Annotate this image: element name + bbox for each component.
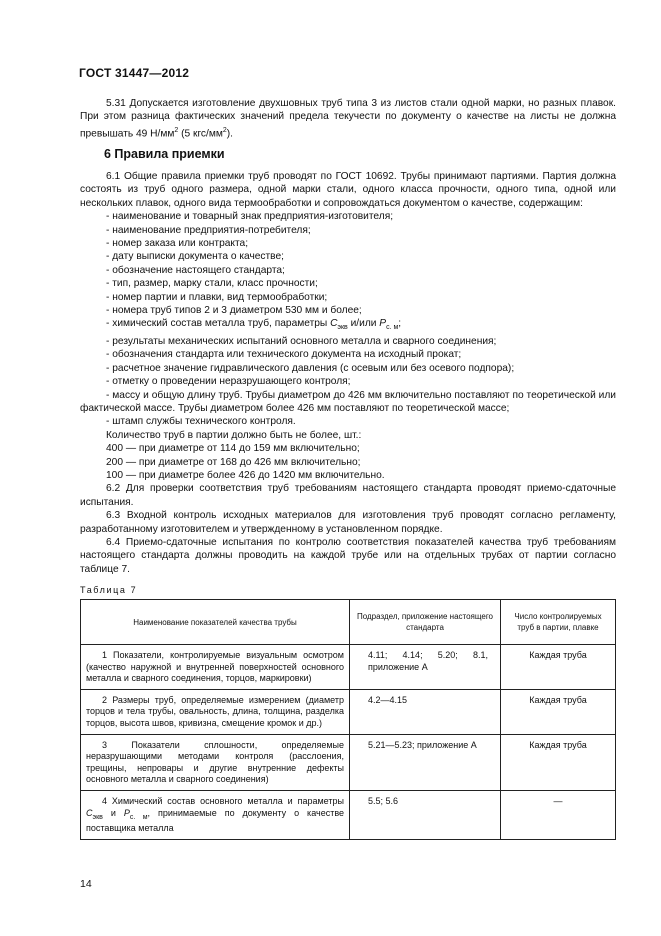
section-6-body xyxy=(80,170,616,576)
list-item: - обозначение настоящего стандарта; xyxy=(106,264,285,276)
list-item: - отметку о проведении неразрушающего контроля; xyxy=(106,376,351,388)
column-header: Подраздел, приложение настоящего стандарта xyxy=(350,600,501,645)
list-item: - наименование предприятия-потребителя; xyxy=(106,224,311,236)
list-item: - штамп службы технического контроля. xyxy=(106,416,296,428)
table-cell: 4.11; 4.14; 5.20; 8.1, приложение А xyxy=(350,645,501,690)
table-cell: 4 Химический состав основного металла и параметры $C_{экв}$ и $P_{с. м}$, принимаемые по документу о качестве поставщика металла xyxy=(81,790,350,839)
quantity-line: 400 — при диаметре от 114 до 159 мм включительно; xyxy=(106,443,360,455)
page-number: 14 xyxy=(80,878,92,890)
table-caption: Таблица 7 xyxy=(80,585,138,595)
list-item: - дату выписки документа о качестве; xyxy=(106,251,284,263)
table-cell: 3 Показатели сплошности, определяемые неразрушающими методами контроля (расслоения, трещины, непровары и другие внутренние дефекты основного металла и сварного соединения) xyxy=(81,734,350,790)
list-item-mass: - массу и общую длину труб. Трубы диаметром до 426 мм включительно поставляют по теоретической или фактической массе. Трубы диаметром более 426 мм поставляют по теоретической массе; xyxy=(80,389,616,414)
list-item: - наименование и товарный знак предприятия-изготовителя; xyxy=(106,211,394,223)
table-cell: Каждая труба xyxy=(501,689,616,734)
paragraph-6-3: 6.3 Входной контроль исходных материалов для изготовления труб проводят согласно регламенту, разработанному изготовителем и утвержденному в установленном порядке. xyxy=(80,510,616,535)
quantity-line: 100 — при диаметре более 426 до 1420 мм включительно. xyxy=(106,469,385,481)
table-cell: Каждая труба xyxy=(501,734,616,790)
list-item: - номер заказа или контракта; xyxy=(106,238,249,250)
table-header-row xyxy=(81,600,616,645)
quantity-intro: Количество труб в партии должно быть не более, шт.: xyxy=(106,429,362,441)
table-cell: 5.5; 5.6 xyxy=(350,790,501,839)
list-item: - обозначения стандарта или технического документа на исходный прокат; xyxy=(106,349,462,361)
list-item: - номера труб типов 2 и 3 диаметром 530 мм и более; xyxy=(106,305,362,317)
list-item: - тип, размер, марку стали, класс прочности; xyxy=(106,278,318,290)
table-cell: 5.21—5.23; приложение А xyxy=(350,734,501,790)
table-row xyxy=(81,790,616,839)
list-item: - номер партии и плавки, вид термообработки; xyxy=(106,291,328,303)
table-cell: 2 Размеры труб, определяемые измерением (диаметр торцов и тела трубы, овальность, длина, толщина, разделка торцов, высота швов, кривизна, смещение кромок и др.) xyxy=(81,689,350,734)
table-row xyxy=(81,645,616,690)
quantity-line: 200 — при диаметре от 168 до 426 мм включительно; xyxy=(106,456,361,468)
column-header: Число контролируемых труб в партии, плавке xyxy=(501,600,616,645)
paragraph-6-1: 6.1 Общие правила приемки труб проводят по ГОСТ 10692. Трубы принимают партиями. Партия должна состоять из труб одного размера, одной марки стали, одного класса прочности, одного типа, одной или нескольких плавок, одного вида термообработки и сопровождаться документом о качестве, содержащим: xyxy=(80,171,616,209)
paragraph-6-2: 6.2 Для проверки соответствия труб требованиям настоящего стандарта проводят приемо-сдаточные испытания. xyxy=(80,483,616,508)
list-item-chemistry: - химический состав металла труб, параметры $C_{экв}$ и/или $P_{с. м}$; xyxy=(106,318,402,332)
table-cell: Каждая труба xyxy=(501,645,616,690)
column-header: Наименование показателей качества трубы xyxy=(81,600,350,645)
table-cell: 1 Показатели, контролируемые визуальным осмотром (качество наружной и внутренней поверхностей основного металла и сварного соединения, торцов, маркировки) xyxy=(81,645,350,690)
section-title: 6 Правила приемки xyxy=(104,147,225,161)
paragraph-5-31: 5.31 Допускается изготовление двухшовных труб типа 3 из листов стали одной марки, но разных плавок. При этом разница фактических значений предела текучести по документу о качестве на листы не должна превышать 49 $Н/мм^2$ (5 кгс/$мм^2$). xyxy=(80,98,616,140)
table-row xyxy=(81,689,616,734)
table-cell: 4.2—4.15 xyxy=(350,689,501,734)
list-item: - результаты механических испытаний основного металла и сварного соединения; xyxy=(106,335,497,347)
table-7 xyxy=(80,599,616,840)
table-row xyxy=(81,734,616,790)
table-cell: — xyxy=(501,790,616,839)
document-header: ГОСТ 31447—2012 xyxy=(79,66,190,80)
paragraph-6-4: 6.4 Приемо-сдаточные испытания по контролю соответствия показателей качества труб требованиям настоящего стандарта должны проводить на каждой трубе или на отдельных трубах от партии согласно таблице 7. xyxy=(80,537,616,575)
list-item: - расчетное значение гидравлического давления (с осевым или без осевого подпора); xyxy=(106,362,515,374)
